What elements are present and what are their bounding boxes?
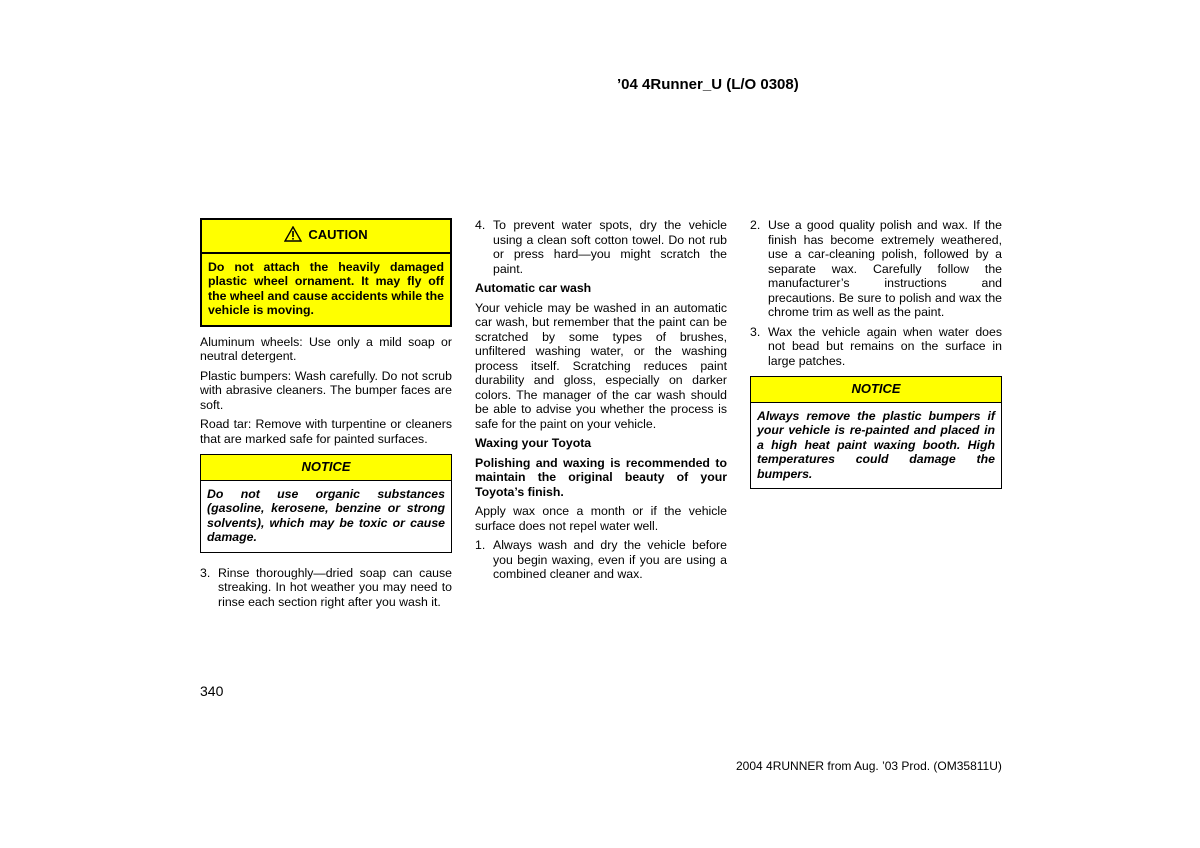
notice-box-organic — [200, 454, 452, 553]
list-item-number: 2. — [750, 218, 761, 232]
list-item-text: Rinse thoroughly—dried soap can cause streaking. In hot weather you may need to rinse each section right after you wash it. — [218, 565, 452, 609]
section-heading-car-wash: Automatic car wash — [475, 281, 592, 295]
list-item-number: 3. — [750, 324, 761, 339]
aluminum-wheels-paragraph: Aluminum wheels: Use only a mild soap or neutral detergent. — [200, 334, 452, 363]
column-1 — [200, 218, 452, 614]
road-tar-paragraph: Road tar: Remove with turpentine or cleaners that are marked safe for painted surfaces. — [200, 417, 452, 446]
list-item-rewax — [750, 325, 1002, 369]
notice-heading: NOTICE — [201, 455, 451, 481]
list-item-text: Always wash and dry the vehicle before you begin waxing, even if you are using a combined cleaner and wax. — [493, 538, 727, 581]
caution-box — [200, 218, 452, 327]
page-number: 340 — [200, 683, 224, 699]
caution-text: Do not attach the heavily damaged plastic wheel ornament. It may fly off the wheel and cause accidents while the vehicle is moving. — [202, 254, 450, 325]
plastic-bumpers-paragraph: Plastic bumpers: Wash carefully. Do not scrub with abrasive cleaners. The bumper faces are soft. — [200, 368, 452, 412]
list-item-text: To prevent water spots, dry the vehicle using a clean soft cotton towel. Do not rub or press hard—you might scratch the paint. — [493, 218, 727, 276]
list-item-text: Use a good quality polish and wax. If the finish has become extremely weathered, use a car-cleaning polish, followed by a separate wax. Carefully follow the manufacturer’s instructions and precautions. Be sure to polish and wax the chrome trim as well as the paint. — [768, 218, 1002, 319]
list-item-polish — [750, 218, 1002, 320]
notice-heading: NOTICE — [751, 377, 1001, 403]
list-item-number: 1. — [475, 538, 486, 552]
car-wash-paragraph: Your vehicle may be washed in an automatic car wash, but remember that the paint can be scratched by some types of brushes, unfiltered washing water, or the washing process itself. Scratching reduces paint durability and gloss, especially on darker colors. The manager of the car wash should be able to advise you whether the process is safe for the paint on your vehicle. — [475, 300, 727, 431]
caution-heading — [202, 220, 450, 254]
caution-title: CAUTION — [308, 227, 368, 242]
section-heading-waxing: Waxing your Toyota — [475, 436, 592, 450]
list-item-number: 3. — [200, 565, 211, 580]
apply-wax-paragraph: Apply wax once a month or if the vehicle surface does not repel water well. — [475, 504, 727, 533]
notice-text: Do not use organic substances (gasoline, kerosene, benzine or strong solvents), which may be toxic or cause damage. — [207, 486, 445, 544]
footer-edition: 2004 4RUNNER from Aug. ’03 Prod. (OM35811U) — [736, 759, 1002, 773]
list-item-number: 4. — [475, 218, 486, 232]
list-item-dry — [475, 218, 727, 276]
notice-text: Always remove the plastic bumpers if your vehicle is re-painted and placed in a high heat paint waxing booth. High temperatures could damage the bumpers. — [757, 408, 995, 481]
page-header-title: ’04 4Runner_U (L/O 0308) — [617, 76, 799, 93]
column-3 — [750, 218, 1002, 497]
list-item-rinse — [200, 566, 452, 610]
notice-box-bumpers — [750, 376, 1002, 489]
column-2 — [475, 218, 727, 587]
warning-triangle-icon — [284, 226, 302, 246]
waxing-intro-paragraph: Polishing and waxing is recommended to maintain the original beauty of your Toyota’s finish. — [475, 455, 727, 499]
list-item-text: Wax the vehicle again when water does not bead but remains on the surface in large patches. — [768, 324, 1002, 368]
list-item-wash-dry — [475, 538, 727, 582]
